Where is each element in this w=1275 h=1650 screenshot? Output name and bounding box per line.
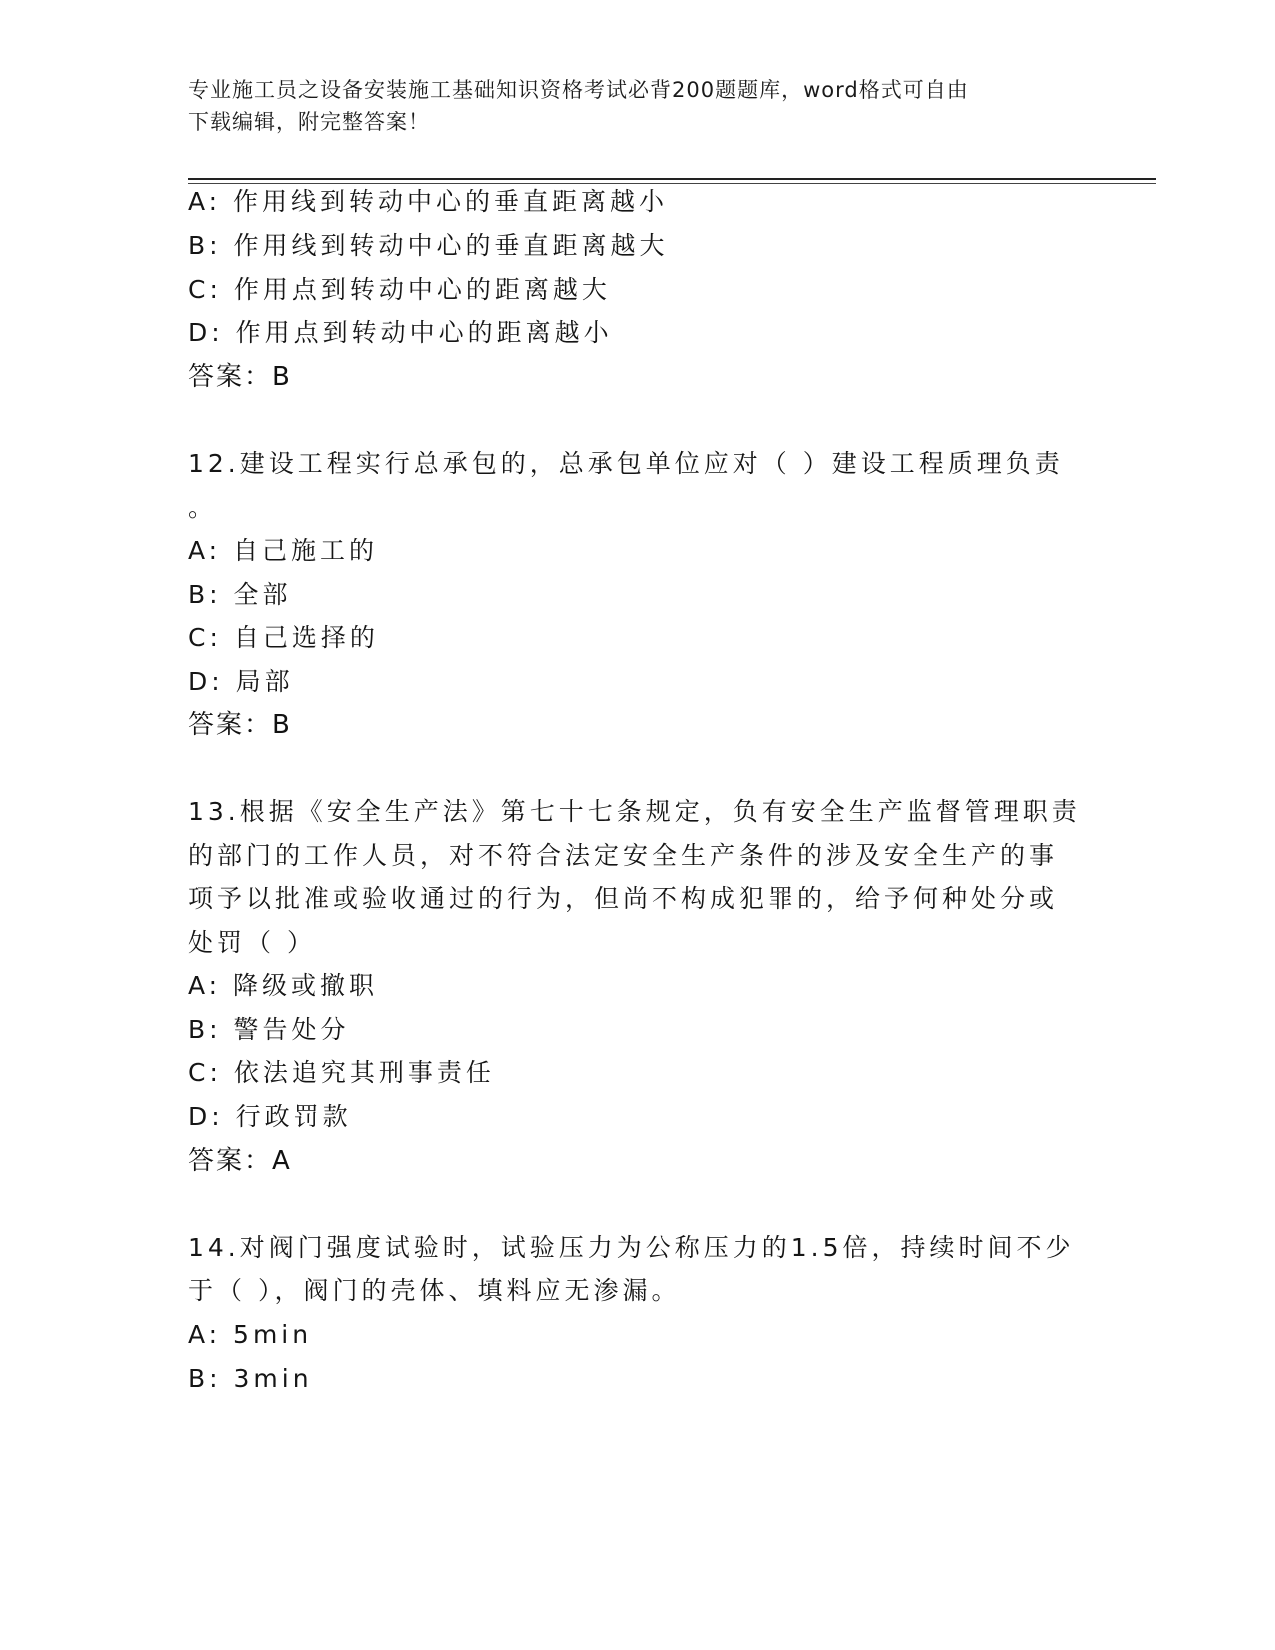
q13-option-a: A: 降级或撤职 (188, 971, 379, 1000)
q14-option-a: A: 5min (188, 1320, 313, 1349)
q13-stem-line-1: 13.根据《安全生产法》第七十七条规定，负有安全生产监督管理职责 (188, 797, 1081, 826)
q14-stem-line-2: 于（ ），阀门的壳体、填料应无渗漏。 (188, 1276, 681, 1305)
q14-stem-line-1: 14.对阀门强度试验时，试验压力为公称压力的1.5倍，持续时间不少 (188, 1233, 1075, 1262)
q11-answer: 答案：B (188, 362, 292, 392)
q11-option-b: B: 作用线到转动中心的垂直距离越大 (188, 231, 669, 260)
q12-option-d: D: 局部 (188, 667, 294, 696)
q12-option-c: C: 自己选择的 (188, 623, 379, 652)
q11-option-c: C: 作用点到转动中心的距离越大 (188, 275, 611, 304)
document-header (188, 74, 1088, 138)
q12-answer: 答案：B (188, 710, 292, 740)
q13-stem-line-3: 项予以批准或验收通过的行为，但尚不构成犯罪的，给予何种处分或 (188, 884, 1059, 913)
q13-option-b: B: 警告处分 (188, 1015, 350, 1044)
q12-option-b: B: 全部 (188, 580, 292, 609)
q13-answer: 答案：A (188, 1146, 292, 1176)
q14-option-b: B: 3min (188, 1364, 313, 1393)
q12-stem-line-2: 。 (188, 493, 218, 522)
header-divider-thin (188, 183, 1156, 184)
q13-option-d: D: 行政罚款 (188, 1102, 352, 1131)
q11-option-d: D: 作用点到转动中心的距离越小 (188, 318, 613, 347)
q13-option-c: C: 依法追究其刑事责任 (188, 1058, 495, 1087)
q13-stem-line-4: 处罚（ ） (188, 928, 316, 957)
q12-stem-line-1: 12.建设工程实行总承包的，总承包单位应对（ ）建设工程质理负责 (188, 449, 1064, 478)
q13-stem-line-2: 的部门的工作人员，对不符合法定安全生产条件的涉及安全生产的事 (188, 841, 1059, 870)
header-line-1: 专业施工员之设备安装施工基础知识资格考试必背200题题库，word格式可自由 (188, 78, 969, 102)
q11-option-a: A: 作用线到转动中心的垂直距离越小 (188, 187, 669, 216)
header-divider-thick (188, 178, 1156, 180)
header-line-2: 下载编辑，附完整答案！ (188, 110, 430, 134)
q12-option-a: A: 自己施工的 (188, 536, 379, 565)
